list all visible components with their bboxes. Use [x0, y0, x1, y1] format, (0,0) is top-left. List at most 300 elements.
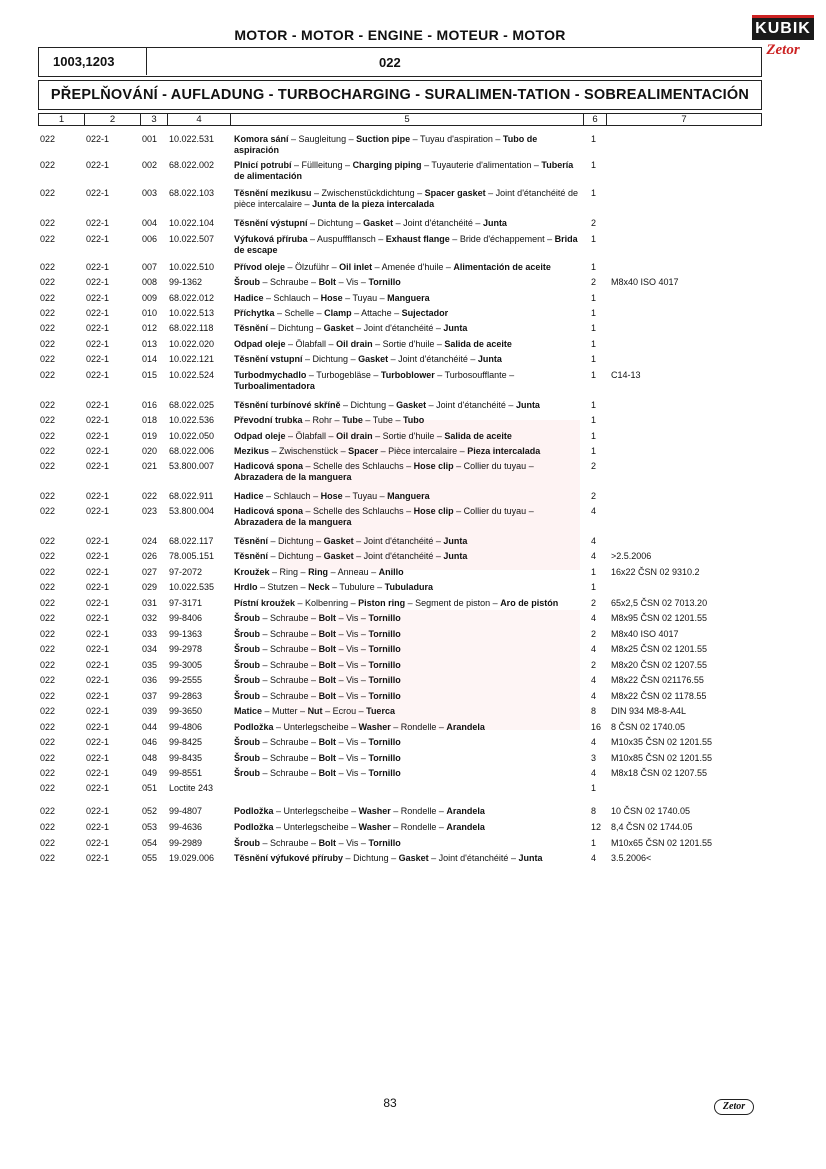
description-es: Junta: [443, 536, 468, 546]
part-number-cell: 10.022.510: [169, 262, 215, 272]
description-cell: Šroub – Schraube – Bolt – Vis – Tornillo: [234, 753, 401, 763]
group-cell: 022: [40, 783, 56, 793]
subgroup-cell: 022-1: [86, 234, 110, 244]
description-en: Hose: [320, 293, 343, 303]
group-code: 022: [379, 55, 401, 70]
description-cz: Těsnění: [234, 551, 269, 561]
part-number-cell: 68.022.025: [169, 400, 215, 410]
description-cz: Příchytka: [234, 308, 275, 318]
description-fr: Amenée d'huile: [381, 262, 444, 272]
subgroup-cell: 022-1: [86, 551, 110, 561]
column-header: 3: [141, 114, 168, 125]
description-fr: Segment de piston: [415, 598, 491, 608]
quantity-cell: 16: [591, 722, 602, 732]
group-cell: 022: [40, 431, 56, 441]
description-es: Tornillo: [368, 768, 401, 778]
description-de: Unterlegscheibe: [283, 806, 349, 816]
description-cz: Přívod oleje: [234, 262, 286, 272]
part-number-cell: 10.022.531: [169, 134, 215, 144]
description-en: Tube: [342, 415, 363, 425]
position-cell: 027: [142, 567, 158, 577]
description-fr: Vis: [346, 768, 359, 778]
position-cell: 036: [142, 675, 158, 685]
description-es: Tornillo: [368, 691, 401, 701]
subgroup-cell: 022-1: [86, 582, 110, 592]
description-fr: Joint d'étanchéité: [363, 551, 434, 561]
description-es: Junta de la pieza intercalada: [312, 199, 435, 209]
group-cell: 022: [40, 822, 56, 832]
description-cell: Hrdlo – Stutzen – Neck – Tubulure – Tubuladura: [234, 582, 433, 592]
position-cell: 032: [142, 613, 158, 623]
description-en: Hose: [320, 491, 343, 501]
description-cz: Odpad oleje: [234, 431, 286, 441]
description-cell: Turbodmychadlo – Turbogebläse – Turboblower – Turbosoufflante – Turboalimentadora: [234, 370, 515, 391]
subgroup-cell: 022-1: [86, 613, 110, 623]
description-cz: Šroub: [234, 613, 260, 623]
quantity-cell: 4: [591, 737, 597, 747]
note-cell: 8 ČSN 02 1740.05: [611, 722, 686, 732]
description-fr: Vis: [346, 629, 359, 639]
description-cz: Podložka: [234, 822, 274, 832]
quantity-cell: 4: [591, 536, 597, 546]
description-en: Neck: [308, 582, 330, 592]
part-number-cell: 99-2978: [169, 644, 203, 654]
description-de: Schraube: [270, 629, 309, 639]
quantity-cell: 4: [591, 768, 597, 778]
description-en: Suction pipe: [356, 134, 411, 144]
note-cell: M10x85 ČSN 02 1201.55: [611, 753, 713, 763]
quantity-cell: 1: [591, 308, 597, 318]
description-de: Schraube: [270, 691, 309, 701]
part-number-cell: 99-4806: [169, 722, 203, 732]
description-cz: Těsnění: [234, 536, 269, 546]
group-cell: 022: [40, 675, 56, 685]
quantity-cell: 2: [591, 598, 597, 608]
part-number-cell: 68.022.006: [169, 446, 215, 456]
description-en: Gasket: [323, 536, 354, 546]
description-fr: Vis: [346, 660, 359, 670]
part-number-cell: 99-2989: [169, 838, 203, 848]
description-de: Dichtung: [312, 354, 349, 364]
logo-zetor-text: Zetor: [766, 42, 800, 58]
position-cell: 014: [142, 354, 158, 364]
description-fr: Vis: [346, 644, 359, 654]
description-de: Dichtung: [278, 323, 314, 333]
description-cz: Výfuková příruba: [234, 234, 308, 244]
note-cell: 3.5.2006<: [611, 853, 652, 863]
description-cell: Podložka – Unterlegscheibe – Washer – Rondelle – Arandela: [234, 722, 485, 732]
description-fr: Attache: [361, 308, 392, 318]
group-cell: 022: [40, 551, 56, 561]
part-number-cell: 19.029.006: [169, 853, 215, 863]
part-number-cell: 10.022.507: [169, 234, 215, 244]
description-en: Exhaust flange: [385, 234, 450, 244]
footer-zetor-logo: Zetor: [714, 1099, 754, 1115]
subgroup-cell: 022-1: [86, 308, 110, 318]
description-en: Clamp: [324, 308, 352, 318]
position-cell: 024: [142, 536, 158, 546]
quantity-cell: 4: [591, 644, 597, 654]
description-en: Bolt: [318, 613, 337, 623]
quantity-cell: 2: [591, 461, 597, 471]
quantity-cell: 2: [591, 491, 597, 501]
group-cell: 022: [40, 706, 56, 716]
quantity-cell: 1: [591, 370, 597, 380]
quantity-cell: 2: [591, 660, 597, 670]
group-cell: 022: [40, 308, 56, 318]
position-cell: 054: [142, 838, 158, 848]
position-cell: 044: [142, 722, 158, 732]
quantity-cell: 1: [591, 134, 597, 144]
group-cell: 022: [40, 491, 56, 501]
description-fr: Ecrou: [332, 706, 357, 716]
description-cz: Šroub: [234, 737, 260, 747]
quantity-cell: 4: [591, 675, 597, 685]
description-fr: Sortie d'huile: [382, 431, 435, 441]
description-cz: Převodní trubka: [234, 415, 303, 425]
description-fr: Rondelle: [400, 806, 437, 816]
part-number-cell: 78.005.151: [169, 551, 215, 561]
part-number-cell: 99-8425: [169, 737, 203, 747]
part-number-cell: 99-3650: [169, 706, 203, 716]
description-cell: Šroub – Schraube – Bolt – Vis – Tornillo: [234, 629, 401, 639]
group-cell: 022: [40, 806, 56, 816]
subgroup-cell: 022-1: [86, 160, 110, 170]
description-fr: Rondelle: [400, 722, 437, 732]
description-es: Aro de pistón: [500, 598, 559, 608]
note-cell: M8x18 ČSN 02 1207.55: [611, 768, 708, 778]
quantity-cell: 4: [591, 613, 597, 623]
description-es: Junta: [477, 354, 502, 364]
quantity-cell: 8: [591, 806, 597, 816]
subgroup-cell: 022-1: [86, 536, 110, 546]
subgroup-cell: 022-1: [86, 339, 110, 349]
quantity-cell: 1: [591, 838, 597, 848]
description-fr: Joint d'étanchéité: [363, 323, 434, 333]
subgroup-cell: 022-1: [86, 354, 110, 364]
description-fr: Joint d'étanchéité: [363, 536, 434, 546]
subgroup-cell: 022-1: [86, 277, 110, 287]
kubik-logo: [752, 15, 822, 65]
part-number-cell: 10.022.535: [169, 582, 215, 592]
subgroup-cell: 022-1: [86, 461, 110, 471]
part-number-cell: 68.022.103: [169, 188, 215, 198]
description-en: Charging piping: [352, 160, 422, 170]
description-de: Schelle des Schlauchs: [313, 461, 404, 471]
description-cell: Převodní trubka – Rohr – Tube – Tube – Tubo: [234, 415, 425, 425]
group-cell: 022: [40, 582, 56, 592]
description-cz: Šroub: [234, 675, 260, 685]
quantity-cell: 1: [591, 446, 597, 456]
description-es: Arandela: [446, 722, 485, 732]
description-cell: Hadicová spona – Schelle des Schlauchs – Hose clip – Collier du tuyau – Abrazadera de la manguera: [234, 461, 534, 482]
description-de: Ring: [279, 567, 299, 577]
description-fr: Tuyau d'aspiration: [419, 134, 493, 144]
subgroup-cell: 022-1: [86, 768, 110, 778]
group-cell: 022: [40, 160, 56, 170]
description-de: Turbogebläse: [316, 370, 371, 380]
quantity-cell: 4: [591, 853, 597, 863]
description-es: Abrazadera de la manguera: [234, 517, 352, 527]
quantity-cell: 1: [591, 339, 597, 349]
subgroup-cell: 022-1: [86, 737, 110, 747]
description-fr: Vis: [346, 838, 359, 848]
description-es: Salida de aceite: [444, 431, 512, 441]
description-cz: Šroub: [234, 838, 260, 848]
description-en: Piston ring: [358, 598, 406, 608]
description-cell: Šroub – Schraube – Bolt – Vis – Tornillo: [234, 613, 401, 623]
description-en: Bolt: [318, 660, 337, 670]
description-cz: Podložka: [234, 722, 274, 732]
part-number-cell: 53.800.004: [169, 506, 215, 516]
subgroup-cell: 022-1: [86, 822, 110, 832]
description-fr: Tuyau: [352, 491, 378, 501]
description-fr: Tube: [372, 415, 393, 425]
position-cell: 039: [142, 706, 158, 716]
description-cell: Těsnění – Dichtung – Gasket – Joint d'étanchéité – Junta: [234, 551, 468, 561]
position-cell: 053: [142, 822, 158, 832]
part-number-cell: 10.022.513: [169, 308, 215, 318]
note-cell: M8x25 ČSN 02 1201.55: [611, 644, 708, 654]
quantity-cell: 1: [591, 262, 597, 272]
description-cz: Šroub: [234, 691, 260, 701]
description-en: Washer: [358, 822, 391, 832]
description-en: Gasket: [398, 853, 429, 863]
group-cell: 022: [40, 567, 56, 577]
description-en: Bolt: [318, 644, 337, 654]
description-de: Füllleitung: [301, 160, 343, 170]
subgroup-cell: 022-1: [86, 188, 110, 198]
description-cell: Těsnění mezikusu – Zwischenstückdichtung – Spacer gasket – Joint d'étanchéité de pièce intercalaire – Junta de la pieza intercalada: [234, 188, 578, 209]
description-cz: Šroub: [234, 753, 260, 763]
group-cell: 022: [40, 415, 56, 425]
position-cell: 048: [142, 753, 158, 763]
description-cell: Šroub – Schraube – Bolt – Vis – Tornillo: [234, 768, 401, 778]
description-fr: Joint d'étanchéité: [403, 218, 473, 228]
part-number-cell: 99-1363: [169, 629, 203, 639]
subgroup-cell: 022-1: [86, 431, 110, 441]
description-en: Gasket: [396, 400, 427, 410]
quantity-cell: 1: [591, 431, 597, 441]
description-cz: Podložka: [234, 806, 274, 816]
description-de: Rohr: [312, 415, 333, 425]
description-de: Dichtung: [317, 218, 354, 228]
description-en: Washer: [358, 806, 391, 816]
description-de: Schraube: [270, 660, 309, 670]
group-cell: 022: [40, 293, 56, 303]
quantity-cell: 4: [591, 506, 597, 516]
group-cell: 022: [40, 400, 56, 410]
model-number: 1003,1203: [39, 48, 147, 75]
position-cell: 035: [142, 660, 158, 670]
part-number-cell: 10.022.020: [169, 339, 215, 349]
subgroup-cell: 022-1: [86, 598, 110, 608]
quantity-cell: 1: [591, 234, 597, 244]
note-cell: 16x22 ČSN 02 9310.2: [611, 567, 700, 577]
description-fr: Joint d'étanchéité: [438, 853, 509, 863]
description-es: Tubo: [402, 415, 425, 425]
part-number-cell: 10.022.524: [169, 370, 215, 380]
note-cell: M8x95 ČSN 02 1201.55: [611, 613, 708, 623]
description-cell: Výfuková příruba – Auspuffflansch – Exhaust flange – Bride d'échappement – Brida de escape: [234, 234, 578, 255]
description-cell: Matice – Mutter – Nut – Ecrou – Tuerca: [234, 706, 395, 716]
section-title: PŘEPLŇOVÁNÍ - AUFLADUNG - TURBOCHARGING - SURALIMEN-TATION - SOBREALIMENTACIÓN: [38, 80, 762, 110]
description-cz: Pístní kroužek: [234, 598, 296, 608]
quantity-cell: 1: [591, 323, 597, 333]
description-en: Gasket: [323, 323, 354, 333]
group-cell: 022: [40, 644, 56, 654]
part-number-cell: 99-2863: [169, 691, 203, 701]
description-cell: Mezikus – Zwischenstück – Spacer – Pièce intercalaire – Pieza intercalada: [234, 446, 541, 456]
description-cz: Hadice: [234, 491, 264, 501]
quantity-cell: 3: [591, 753, 597, 763]
part-number-cell: 68.022.118: [169, 323, 214, 333]
description-es: Junta: [443, 323, 468, 333]
part-number-cell: 99-4636: [169, 822, 203, 832]
quantity-cell: 1: [591, 354, 597, 364]
description-fr: Sortie d'huile: [382, 339, 435, 349]
subgroup-cell: 022-1: [86, 323, 110, 333]
quantity-cell: 4: [591, 691, 597, 701]
column-header: 6: [584, 114, 607, 125]
description-fr: Anneau: [337, 567, 369, 577]
position-cell: 018: [142, 415, 158, 425]
description-es: Junta: [518, 853, 543, 863]
subgroup-cell: 022-1: [86, 660, 110, 670]
description-cell: Hadicová spona – Schelle des Schlauchs – Hose clip – Collier du tuyau – Abrazadera de la manguera: [234, 506, 534, 527]
subgroup-cell: 022-1: [86, 506, 110, 516]
description-cell: Šroub – Schraube – Bolt – Vis – Tornillo: [234, 675, 401, 685]
description-de: Schraube: [270, 753, 309, 763]
part-number-cell: 68.022.911: [169, 491, 214, 501]
description-de: Auspuffflansch: [317, 234, 376, 244]
note-cell: M8x40 ISO 4017: [611, 629, 679, 639]
description-es: Tornillo: [368, 737, 401, 747]
subgroup-cell: 022-1: [86, 415, 110, 425]
subgroup-cell: 022-1: [86, 853, 110, 863]
part-number-cell: 97-3171: [169, 598, 203, 608]
description-es: Alimentación de aceite: [453, 262, 551, 272]
description-de: Schraube: [270, 644, 309, 654]
description-cell: Odpad oleje – Ölabfall – Oil drain – Sortie d'huile – Salida de aceite: [234, 431, 512, 441]
description-en: Oil inlet: [339, 262, 373, 272]
description-de: Schraube: [270, 838, 309, 848]
part-number-cell: 10.022.050: [169, 431, 215, 441]
description-cz: Těsnění výstupní: [234, 218, 308, 228]
model-header: [38, 47, 762, 77]
description-en: Bolt: [318, 629, 337, 639]
logo-kubik-text: KUBIK: [752, 15, 814, 40]
group-cell: 022: [40, 737, 56, 747]
subgroup-cell: 022-1: [86, 722, 110, 732]
description-fr: Vis: [346, 277, 359, 287]
position-cell: 002: [142, 160, 158, 170]
column-header: 7: [681, 114, 687, 125]
description-es: Tornillo: [368, 660, 401, 670]
description-de: Dichtung: [350, 400, 387, 410]
position-cell: 012: [142, 323, 158, 333]
subgroup-cell: 022-1: [86, 629, 110, 639]
description-fr: Joint d'étanchéité de pièce intercalaire: [234, 188, 578, 209]
position-cell: 026: [142, 551, 158, 561]
description-fr: Tubulure: [339, 582, 375, 592]
position-cell: 029: [142, 582, 158, 592]
description-de: Stutzen: [267, 582, 299, 592]
description-es: Tornillo: [368, 644, 401, 654]
description-en: Oil drain: [336, 431, 373, 441]
description-es: Arandela: [446, 822, 485, 832]
description-en: Gasket: [358, 354, 389, 364]
note-cell: 65x2,5 ČSN 02 7013.20: [611, 598, 708, 608]
description-en: Bolt: [318, 753, 337, 763]
group-cell: 022: [40, 262, 56, 272]
position-cell: 020: [142, 446, 158, 456]
description-fr: Vis: [346, 691, 359, 701]
quantity-cell: 1: [591, 188, 597, 198]
group-cell: 022: [40, 853, 56, 863]
description-fr: Collier du tuyau: [463, 506, 527, 516]
description-cz: Plnicí potrubí: [234, 160, 292, 170]
description-fr: Joint d'étanchéité: [398, 354, 468, 364]
quantity-cell: 12: [591, 822, 602, 832]
description-es: Tornillo: [368, 277, 401, 287]
description-cell: Kroužek – Ring – Ring – Anneau – Anillo: [234, 567, 404, 577]
description-es: Junta: [443, 551, 468, 561]
description-de: Dichtung: [278, 536, 314, 546]
position-cell: 013: [142, 339, 158, 349]
position-cell: 033: [142, 629, 158, 639]
description-cell: Šroub – Schraube – Bolt – Vis – Tornillo: [234, 737, 401, 747]
description-en: Bolt: [318, 691, 337, 701]
description-de: Zwischenstückdichtung: [321, 188, 415, 198]
description-fr: Collier du tuyau: [463, 461, 527, 471]
part-number-cell: 53.800.007: [169, 461, 215, 471]
description-cz: Šroub: [234, 644, 260, 654]
description-de: Schraube: [270, 768, 309, 778]
subgroup-cell: 022-1: [86, 293, 110, 303]
group-cell: 022: [40, 218, 56, 228]
part-number-cell: 99-4807: [169, 806, 203, 816]
description-en: Spacer gasket: [424, 188, 486, 198]
description-es: Tornillo: [368, 675, 401, 685]
description-cz: Matice: [234, 706, 263, 716]
page-title: MOTOR - MOTOR - ENGINE - MOTEUR - MOTOR: [234, 27, 566, 43]
description-cz: Odpad oleje: [234, 339, 286, 349]
position-cell: 046: [142, 737, 158, 747]
description-cz: Šroub: [234, 629, 260, 639]
description-en: Washer: [358, 722, 391, 732]
part-number-cell: 10.022.121: [169, 354, 215, 364]
quantity-cell: 2: [591, 629, 597, 639]
description-fr: Joint d'étanchéité: [436, 400, 506, 410]
description-cell: Přívod oleje – Ölzuführ – Oil inlet – Amenée d'huile – Alimentación de aceite: [234, 262, 551, 272]
description-de: Ölzuführ: [295, 262, 330, 272]
subgroup-cell: 022-1: [86, 644, 110, 654]
description-es: Anillo: [378, 567, 404, 577]
position-cell: 021: [142, 461, 158, 471]
description-en: Bolt: [318, 737, 337, 747]
description-es: Tubo de aspiración: [234, 134, 538, 155]
description-fr: Rondelle: [400, 822, 437, 832]
description-cz: Těsnění vstupní: [234, 354, 303, 364]
description-cell: Šroub – Schraube – Bolt – Vis – Tornillo: [234, 644, 401, 654]
description-cell: Příchytka – Schelle – Clamp – Attache – Sujectador: [234, 308, 449, 318]
part-number-cell: 99-8551: [169, 768, 203, 778]
description-cell: Šroub – Schraube – Bolt – Vis – Tornillo: [234, 660, 401, 670]
group-cell: 022: [40, 354, 56, 364]
description-es: Turboalimentadora: [234, 381, 315, 391]
part-number-cell: 68.022.002: [169, 160, 215, 170]
